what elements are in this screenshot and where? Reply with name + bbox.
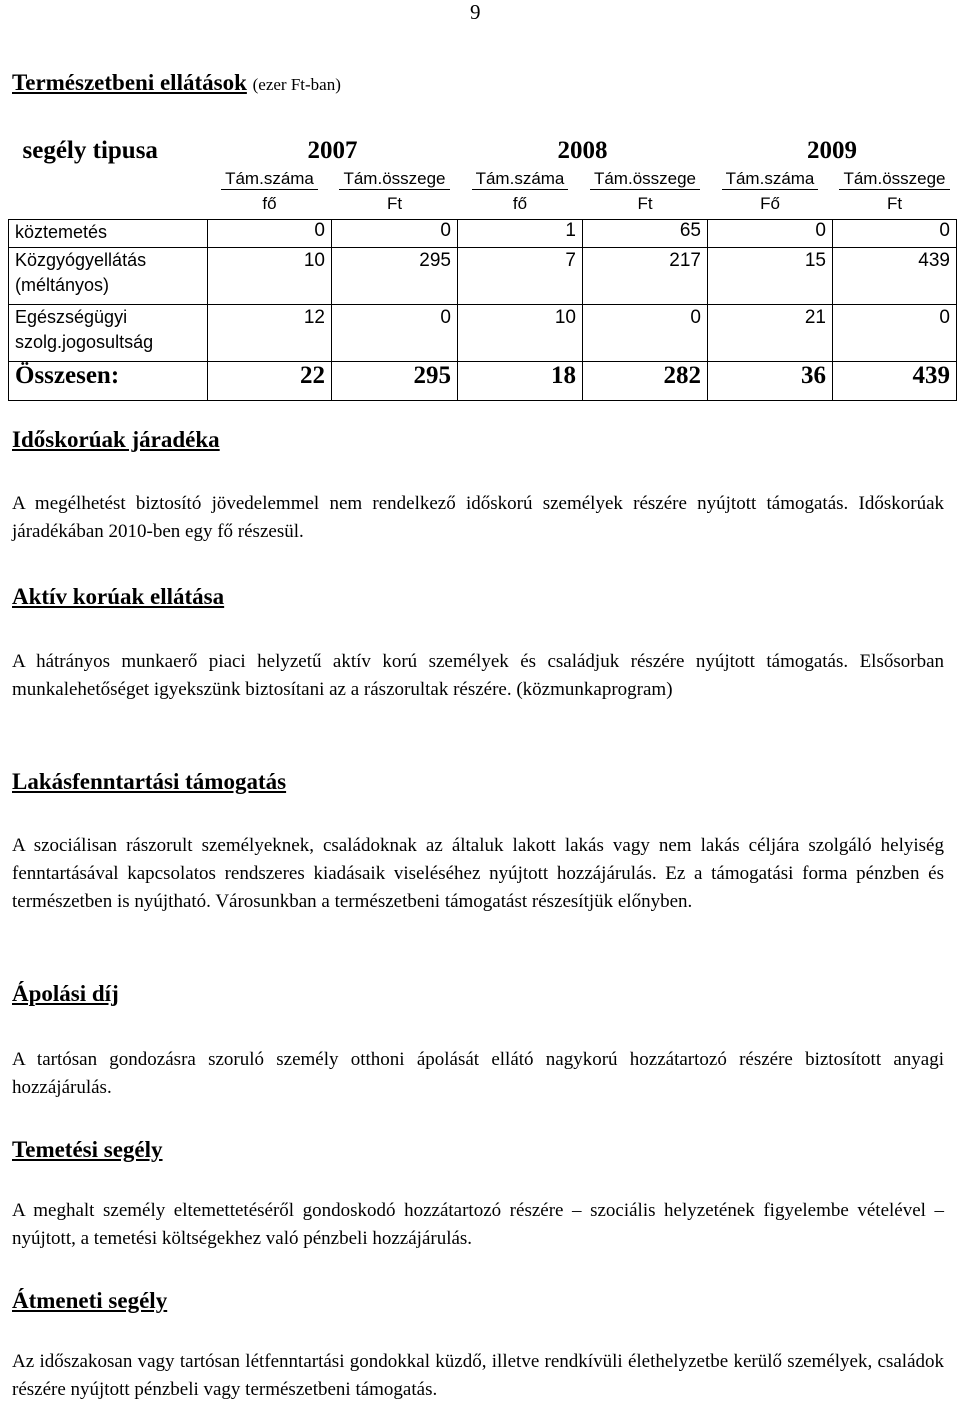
subheader-bottom: fő (512, 194, 528, 213)
total-cell: 282 (583, 362, 708, 401)
table-cell: 65 (583, 220, 708, 248)
table-cell: 0 (332, 305, 458, 362)
table-cell: 10 (208, 248, 332, 305)
total-cell: 439 (833, 362, 957, 401)
table-total-row (9, 362, 957, 401)
table-cell: 15 (708, 248, 833, 305)
section-text: A hátrányos munkaerő piaci helyzetű aktív korú személyek és családjuk részére nyújtott támogatás. Elsősorban munkalehetőséget igyekszünk biztosítani az a rászorultak részére. (közmunkaprogram) (12, 651, 944, 700)
section-text: A tartósan gondozásra szoruló személy otthoni ápolását ellátó nagykorú hozzátartozó részére biztosított anyagi hozzájárulás. (12, 1049, 944, 1098)
table-row (9, 305, 957, 362)
table-cell: 0 (583, 305, 708, 362)
table-cell: 1 (458, 220, 583, 248)
table-cell: 0 (833, 305, 957, 362)
table-cell: 295 (332, 248, 458, 305)
natural-benefits-heading (12, 70, 341, 96)
subheader-bottom: Fő (760, 194, 780, 213)
natural-benefits-title: Természetbeni ellátások (12, 70, 247, 95)
type-header: segély tipusa (22, 137, 158, 164)
table-cell: 0 (332, 220, 458, 248)
section-text: Az időszakosan vagy tartósan létfenntartási gondokkal küzdő, illetve rendkívüli élethelyzetbe kerülő személyek, családok részére nyújtott pénzbeli vagy természetbeni támogatás. (12, 1351, 944, 1400)
section-title: Lakásfenntartási támogatás (12, 769, 287, 794)
subheader-top: Tám.száma (208, 169, 332, 194)
section-title: Időskorúak járadéka (12, 427, 220, 452)
subheader-bottom: Ft (637, 194, 653, 213)
table-cell: 0 (833, 220, 957, 248)
subheader-bottom: Ft (886, 194, 903, 213)
section-title: Ápolási díj (12, 981, 119, 1006)
row-label: Közgyógyellátás (méltányos) (9, 248, 208, 305)
total-label: Összesen: (9, 362, 208, 401)
section-text: A szociálisan rászorult személyeknek, családoknak az általuk lakott lakás vagy nem lakás céljára szolgáló helyiség fenntartásával kapcsolatos rendszeres kiadásaik viseléséhez nyújtott hozzájárulás. Ez a támogatási forma pénzben és természetben is nyújtható. Városunkban a természetbeni támogatást részesítjük előnyben. (12, 835, 944, 912)
section-text: A meghalt személy eltemettetéséről gondoskodó hozzátartozó részére – szociális helyzetének figyelembe vételével – nyújtott, a temetési költségekhez való pénzbeli hozzájárulás. (12, 1200, 944, 1249)
row-label: köztemetés (9, 220, 208, 248)
table-cell: 12 (208, 305, 332, 362)
year-2007-header: 2007 (307, 137, 358, 164)
table-cell: 0 (708, 220, 833, 248)
table-year-header-row (9, 133, 957, 169)
total-cell: 295 (332, 362, 458, 401)
subheader-bottom: fő (262, 194, 277, 213)
total-cell: 22 (208, 362, 332, 401)
table-cell: 0 (208, 220, 332, 248)
natural-benefits-unit: (ezer Ft-ban) (252, 75, 341, 94)
table-cell: 10 (458, 305, 583, 362)
year-2008-header: 2008 (557, 137, 608, 164)
subheader-top: Tám.összege (583, 169, 708, 194)
section-title: Temetési segély (12, 1137, 163, 1162)
table-cell: 7 (458, 248, 583, 305)
section-title: Átmeneti segély (12, 1288, 168, 1313)
table-cell: 217 (583, 248, 708, 305)
subheader-top: Tám.száma (458, 169, 583, 194)
subheader-top: Tám.összege (833, 169, 957, 194)
table-row (9, 248, 957, 305)
row-label: Egészségügyi szolg.jogosultság (9, 305, 208, 362)
subheader-top: Tám.összege (332, 169, 458, 194)
subheader-bottom: Ft (386, 194, 403, 213)
table-subheader-bottom-row (9, 194, 957, 220)
table-cell: 21 (708, 305, 833, 362)
subheader-top: Tám.száma (708, 169, 833, 194)
page-number: 9 (470, 0, 481, 24)
section-title: Aktív korúak ellátása (12, 584, 225, 609)
table-subheader-top-row (9, 169, 957, 194)
table-row (9, 220, 957, 248)
table-cell: 439 (833, 248, 957, 305)
total-cell: 36 (708, 362, 833, 401)
benefits-table (8, 133, 957, 401)
year-2009-header: 2009 (807, 137, 857, 164)
total-cell: 18 (458, 362, 583, 401)
section-text: A megélhetést biztosító jövedelemmel nem rendelkező időskorú személyek részére nyújtott támogatás. Időskorúak járadékában 2010-ben egy fő részesül. (12, 493, 944, 542)
